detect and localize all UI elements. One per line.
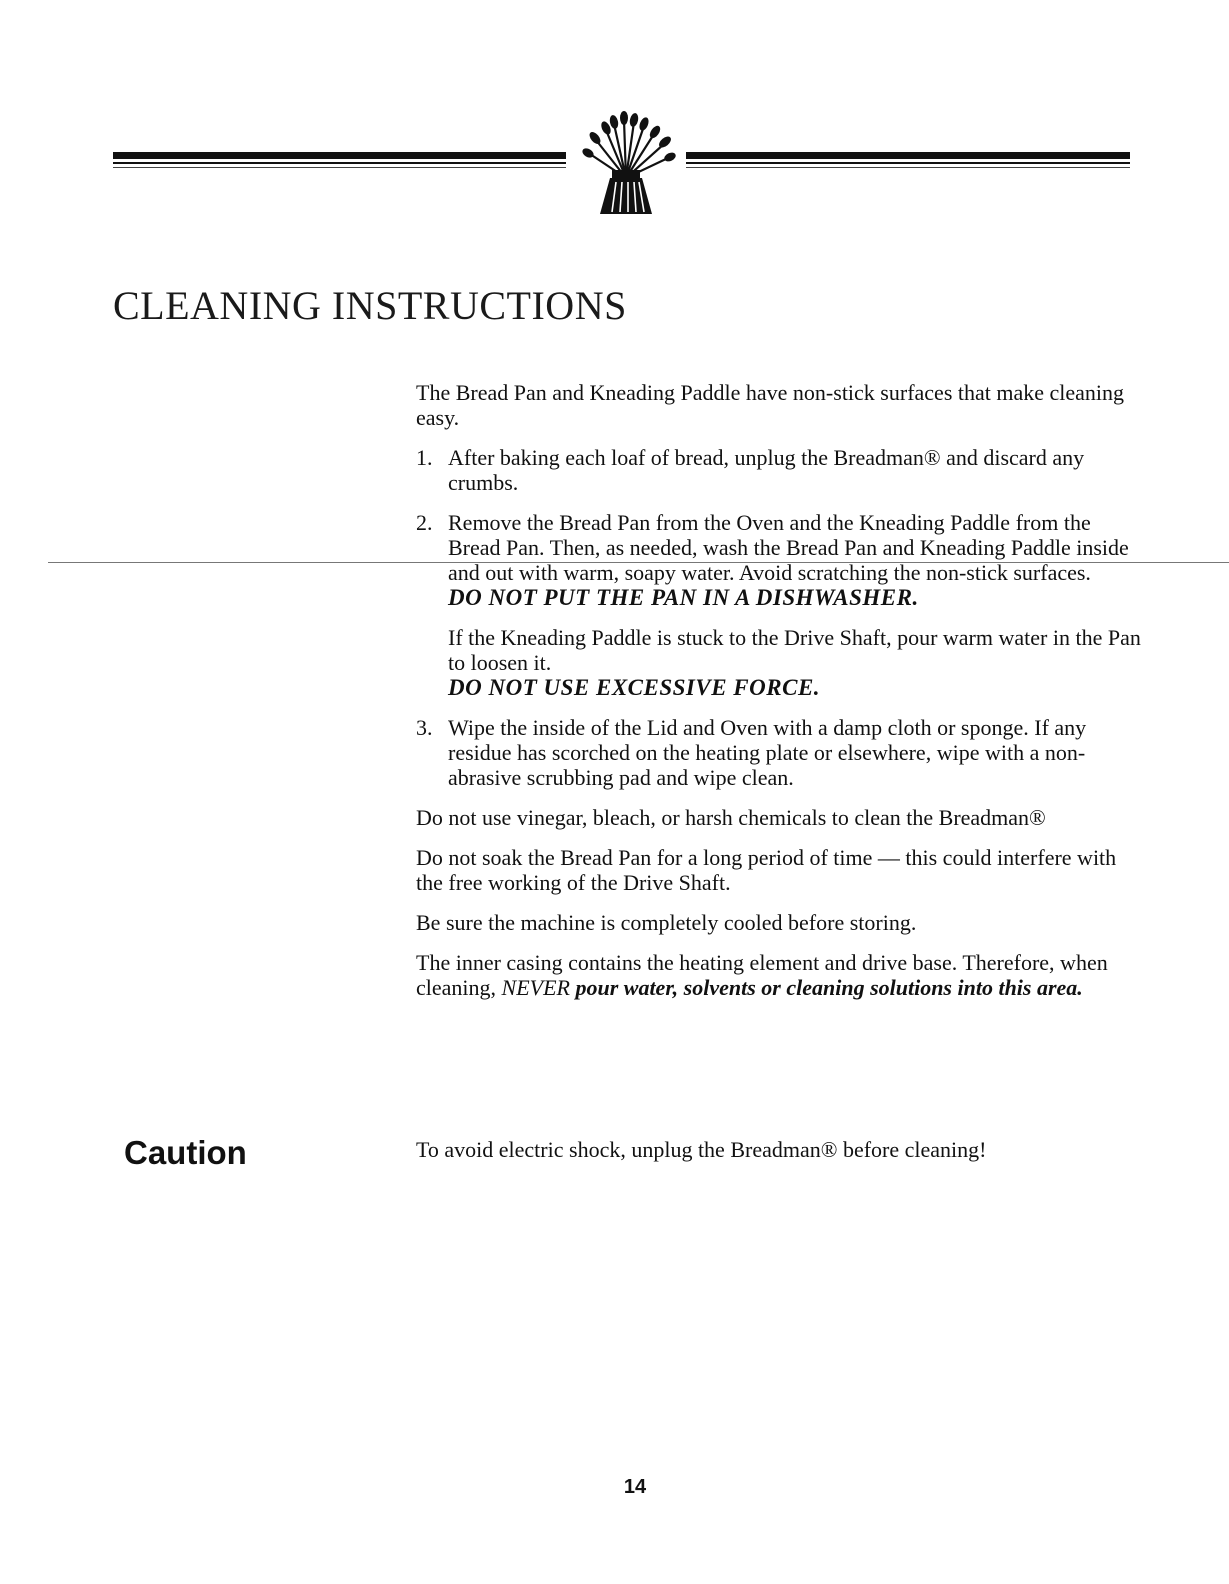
- step-2: [416, 510, 1146, 610]
- inner-casing-note: [416, 950, 1146, 1000]
- step-1: [416, 445, 1146, 495]
- step-text: Wipe the inside of the Lid and Oven with a damp cloth or sponge. If any residue has scorched on the heating plate or elsewhere, wipe with a non-abrasive scrubbing pad and wipe clean.: [448, 715, 1087, 790]
- step-number: 1.: [416, 445, 433, 470]
- caution-text: To avoid electric shock, unplug the Breadman® before cleaning!: [416, 1137, 987, 1162]
- step-text: Remove the Bread Pan from the Oven and the Kneading Paddle from the Bread Pan. Then, as needed, wash the Bread Pan and Kneading Paddle inside and out with warm, soapy water. Avoid scratching the non-stick surfaces.: [448, 510, 1129, 585]
- wheat-bundle-icon: [566, 108, 686, 216]
- chemicals-note: Do not use vinegar, bleach, or harsh chemicals to clean the Breadman®: [416, 805, 1046, 830]
- intro-paragraph: The Bread Pan and Kneading Paddle have non-stick surfaces that make cleaning easy.: [416, 380, 1125, 430]
- step-number: 2.: [416, 510, 433, 535]
- dishwasher-warning: DO NOT PUT THE PAN IN A DISHWASHER.: [448, 585, 919, 610]
- step-number: 3.: [416, 715, 433, 740]
- step-body: [448, 445, 1146, 495]
- page-title: CLEANING INSTRUCTIONS: [113, 283, 627, 328]
- force-warning: DO NOT USE EXCESSIVE FORCE.: [448, 675, 821, 700]
- instructions-body: [416, 380, 1146, 1015]
- step-2-extra: [448, 625, 1146, 700]
- step-body: [448, 715, 1146, 790]
- cooling-note: Be sure the machine is completely cooled before storing.: [416, 910, 917, 935]
- never-emphasis: NEVER: [501, 975, 570, 1000]
- casing-text-post: pour water, solvents or cleaning solutions into this area.: [575, 975, 1083, 1000]
- soak-note: Do not soak the Bread Pan for a long period of time — this could interfere with the free working of the Drive Shaft.: [416, 845, 1117, 895]
- step-body: [448, 510, 1146, 610]
- caution-label: Caution: [124, 1134, 247, 1171]
- casing-text-pre: The inner casing contains the heating element and drive base. Therefore, when cleaning,: [416, 950, 1108, 1000]
- step-text: After baking each loaf of bread, unplug the Breadman® and discard any crumbs.: [448, 445, 1085, 495]
- step-3: [416, 715, 1146, 790]
- paddle-stuck-text: If the Kneading Paddle is stuck to the Drive Shaft, pour warm water in the Pan to loosen it.: [448, 625, 1141, 675]
- page-number: 14: [623, 1476, 647, 1498]
